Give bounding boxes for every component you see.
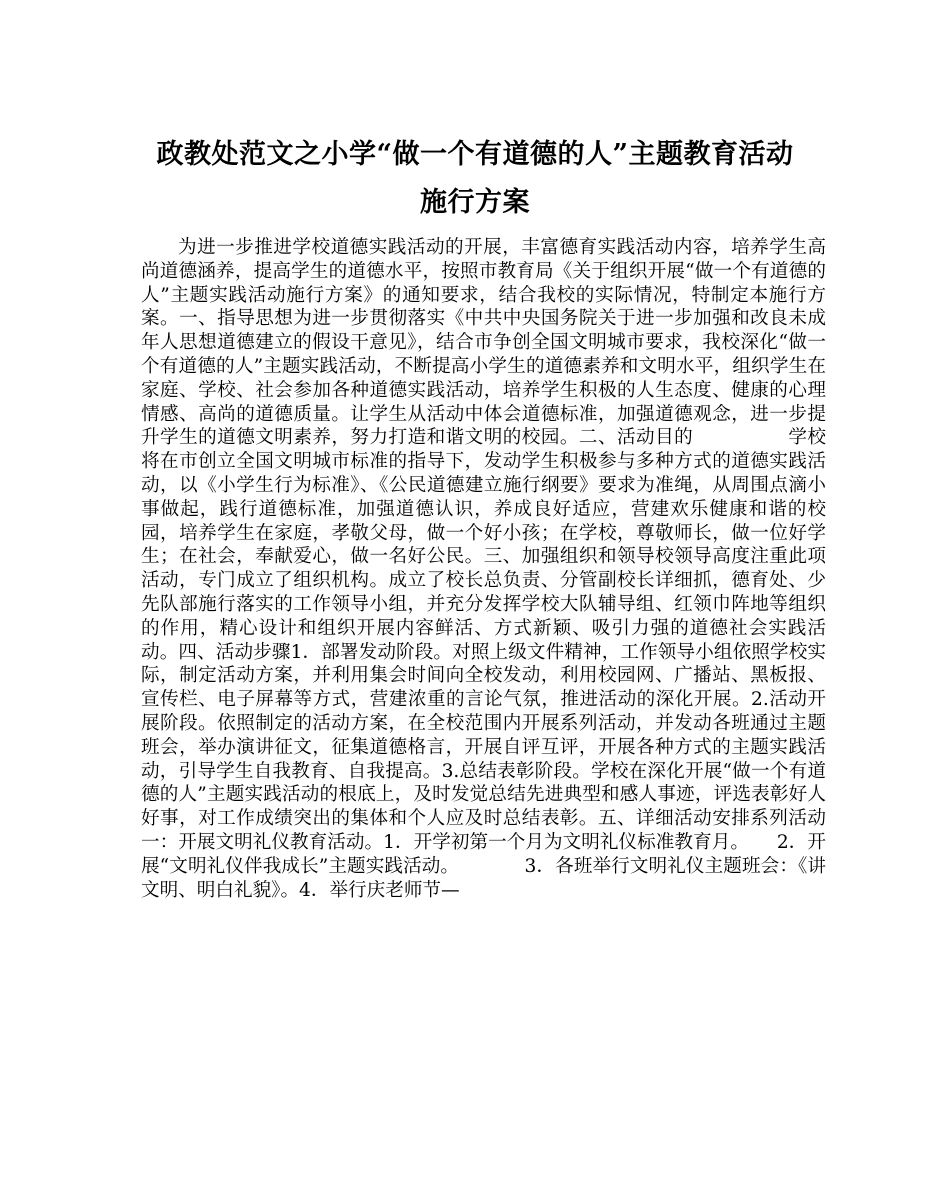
document-title-line-1: 政教处范文之小学“做一个有道德的人”主题教育活动 — [156, 139, 794, 170]
document-body-paragraph: 为进一步推进学校道德实践活动的开展，丰富德育实践活动内容，培养学生高尚道德涵养，提高学生的道德水平，按照市教育局《关于组织开展“做一个有道德的人”主题实践活动施行方案》的通知要求，结合我校的实际情况，特制定本施行方案。一、指导思想为进一步贯彻落实《中共中央国务院关于进一步加强和改良未成年人思想道德建立的假设干意见》，结合市争创全国文明城市要求，我校深化“做一个有道德的人”主题实践活动，不断提高小学生的道德素养和文明水平，组织学生在家庭、学校、社会参加各种道德实践活动，培养学生积极的人生态度、健康的心理情感、高尚的道德质量。让学生从活动中体会道德标准，加强道德观念，进一步提升学生的道德文明素养，努力打造和谐文明的校园。二、活动目的 学校将在市创立全国文明城市标准的指导下，发动学生积极参与多种方式的道德实践活动，以《小学生行为标准》、《公民道德建立施行纲要》要求为准绳，从周围点滴小事做起，践行道德标准，加强道德认识，养成良好适应，营建欢乐健康和谐的校园，培养学生在家庭，孝敬父母，做一个好小孩；在学校，尊敬师长，做一位好学生；在社会，奉献爱心，做一名好公民。三、加强组织和领导校领导高度注重此项活动，专门成立了组织机构。成立了校长总负责、分管副校长详细抓，德育处、少先队部施行落实的工作领导小组，并充分发挥学校大队辅导组、红领巾阵地等组织的作用，精心设计和组织开展内容鲜活、方式新颖、吸引力强的道德社会实践活动。四、活动步骤1．部署发动阶段。对照上级文件精神，工作领导小组依照学校实际，制定活动方案，并利用集会时间向全校发动，利用校园网、广播站、黑板报、宣传栏、电子屏幕等方式，营建浓重的言论气氛，推进活动的深化开展。2.活动开展阶段。依照制定的活动方案，在全校范围内开展系列活动，并发动各班通过主题班会，举办演讲征文，征集道德格言，开展自评互评，开展各种方式的主题实践活动，引导学生自我教育、自我提高。3.总结表彰阶段。学校在深化开展“做一个有道德的人”主题实践活动的根底上，及时发觉总结先进典型和感人事迹，评选表彰好人好事，对工作成绩突出的集体和个人应及时总结表彰。五、详细活动安排系列活动一：开展文明礼仪教育活动。1．开学初第一个月为文明礼仪标准教育月。 2．开展“文明礼仪伴我成长”主题实践活动。 3．各班举行文明礼仪主题班会：《讲文明、明白礼貌》。4．举行庆老师节— — [141, 237, 826, 901]
document-title-line-2: 施行方案 — [420, 187, 530, 218]
